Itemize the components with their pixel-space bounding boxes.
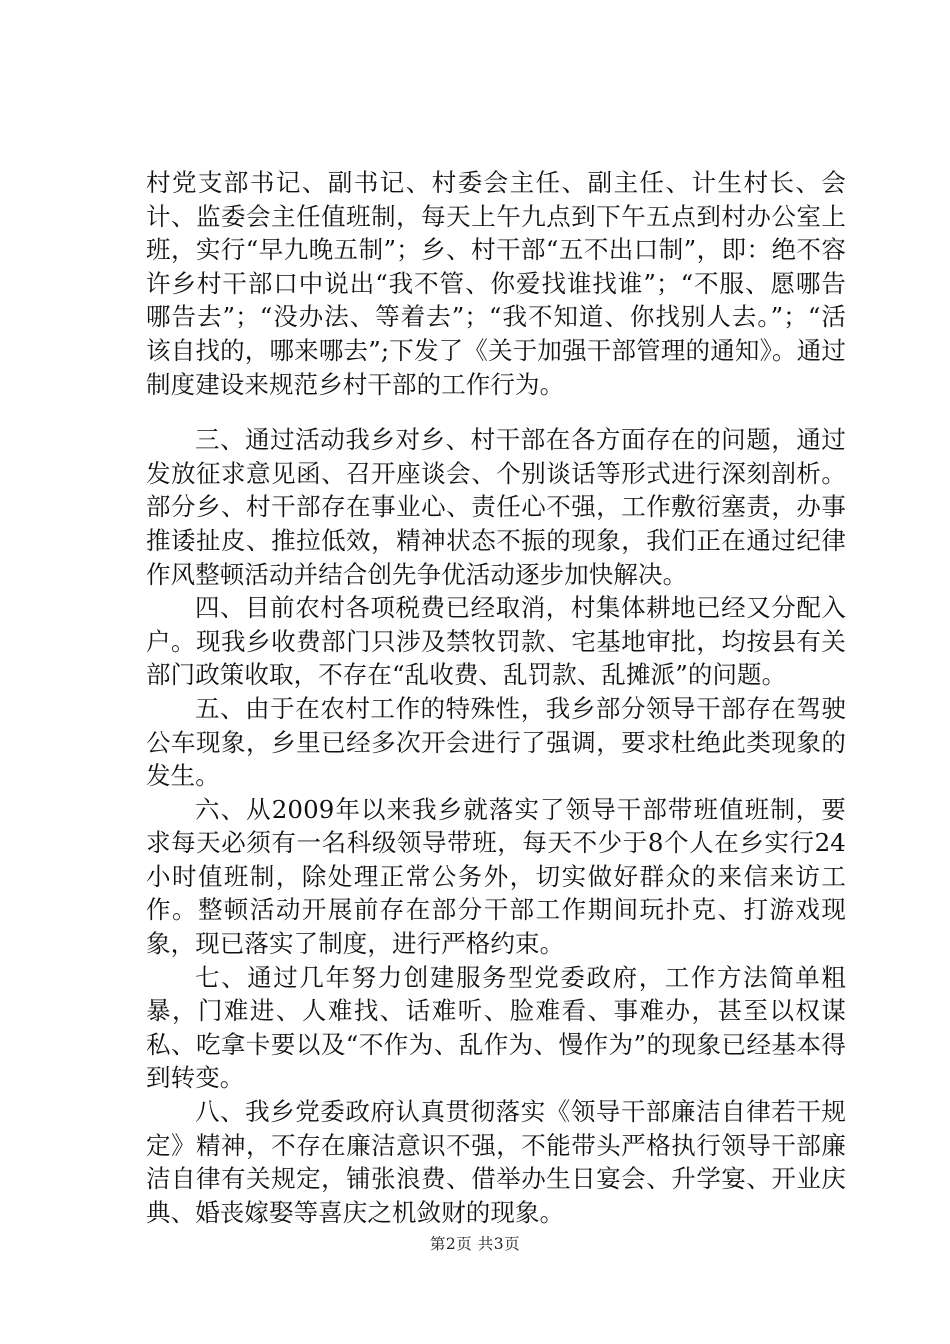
- paragraph-item-8: 八、我乡党委政府认真贯彻落实《领导干部廉洁自律若干规定》精神，不存在廉洁意识不强，不能带头严格执行领导干部廉洁自律有关规定，铺张浪费、借举办生日宴会、升学宴、开业庆典、婚丧嫁娶等喜庆之机敛财的现象。: [146, 1097, 846, 1227]
- paragraph-item-3: 三、通过活动我乡对乡、村干部在各方面存在的问题，通过发放征求意见函、召开座谈会、个别谈话等形式进行深刻剖析。部分乡、村干部存在事业心、责任心不强，工作敷衍塞责，办事推诿扯皮、推拉低效，精神状态不振的现象，我们正在通过纪律作风整顿活动并结合创先争优活动逐步加快解决。: [146, 425, 846, 589]
- page-footer: [0, 1232, 950, 1254]
- paragraph-continuation: 村党支部书记、副书记、村委会主任、副主任、计生村长、会计、监委会主任值班制，每天上午九点到下午五点到村办公室上班，实行“早九晚五制”；乡、村干部“五不出口制”，即：绝不容许乡村干部口中说出“我不管、你爱找谁找谁”；“不服、愿哪告哪告去”；“没办法、等着去”；“我不知道、你找别人去。”；“活该自找的，哪来哪去”;下发了《关于加强干部管理的通知》。通过制度建设来规范乡村干部的工作行为。: [146, 168, 846, 399]
- paragraph-item-7: 七、通过几年努力创建服务型党委政府，工作方法简单粗暴，门难进、人难找、话难听、脸难看、事难办，甚至以权谋私、吃拿卡要以及“不作为、乱作为、慢作为”的现象已经基本得到转变。: [146, 962, 846, 1093]
- paragraph-item-5: 五、由于在农村工作的特殊性，我乡部分领导干部存在驾驶公车现象，乡里已经多次开会进行了强调，要求杜绝此类现象的发生。: [146, 693, 846, 791]
- paragraph-item-6: 六、从2009年以来我乡就落实了领导干部带班值班制，要求每天必须有一名科级领导带班，每天不少于8个人在乡实行24小时值班制，除处理正常公务外，切实做好群众的来信来访工作。整顿活动开展前存在部分干部工作期间玩扑克、打游戏现象，现已落实了制度，进行严格约束。: [146, 794, 846, 959]
- paragraph-item-4: 四、目前农村各项税费已经取消，村集体耕地已经又分配入户。现我乡收费部门只涉及禁牧罚款、宅基地审批，均按县有关部门政策收取，不存在“乱收费、乱罚款、乱摊派”的问题。: [146, 593, 846, 690]
- document-body: [146, 166, 846, 1229]
- page-number-label: 第2页 共3页: [429, 1235, 521, 1253]
